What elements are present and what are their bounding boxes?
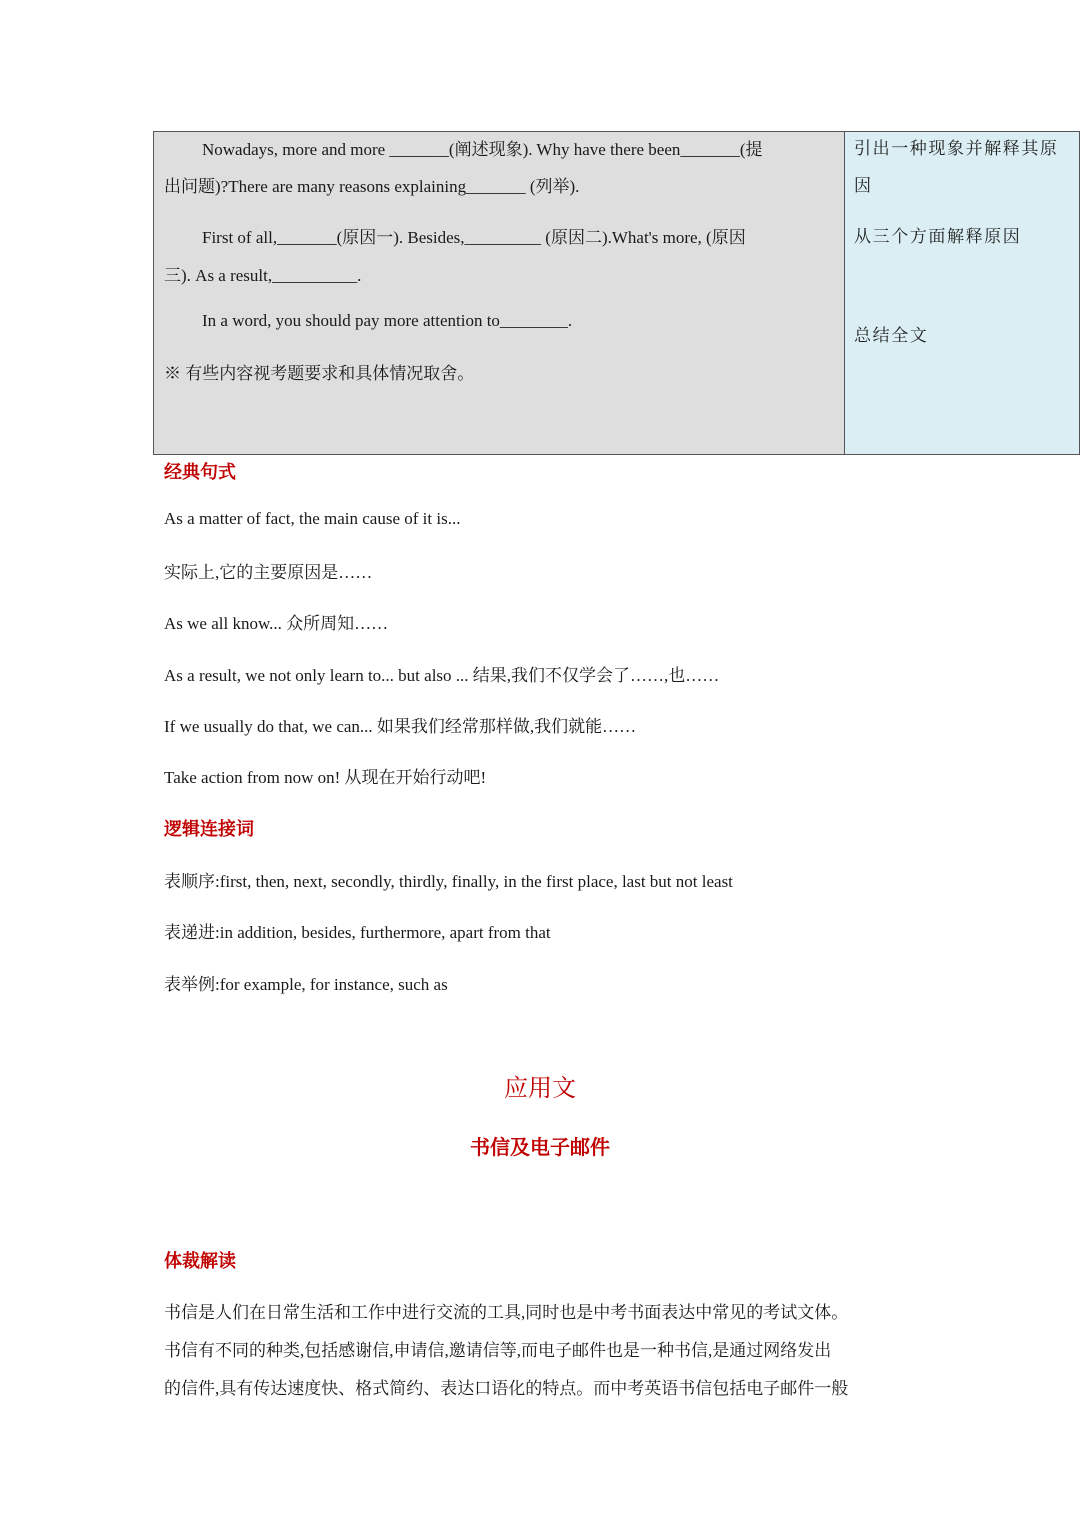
classic-sentence-line: 实际上,它的主要原因是…… <box>164 563 373 582</box>
classic-sentence-line: As a matter of fact, the main cause of it is... <box>164 509 461 528</box>
genre-paragraph-line: 的信件,具有传达速度快、格式简约、表达口语化的特点。而中考英语书信包括电子邮件一般 <box>164 1379 849 1398</box>
essay-template-table <box>153 131 1080 455</box>
genre-paragraph-line: 书信是人们在日常生活和工作中进行交流的工具,同时也是中考书面表达中常见的考试文体。 <box>164 1303 849 1322</box>
explain-line-intro-cont: 因 <box>854 176 873 196</box>
genre-paragraph-line: 书信有不同的种类,包括感谢信,申请信,邀请信等,而电子邮件也是一种书信,是通过网络发出 <box>164 1341 832 1360</box>
template-line-intro-cont: 出问题)?There are many reasons explaining_______ (列举). <box>164 177 580 196</box>
explain-line-conclusion: 总结全文 <box>854 326 929 346</box>
section-title: 应用文 <box>504 1074 576 1102</box>
template-line-conclusion: In a word, you should pay more attention to________. <box>202 311 573 330</box>
connective-line: 表举例:for example, for instance, such as <box>164 975 448 994</box>
classic-sentence-line: As we all know... 众所周知…… <box>164 614 389 633</box>
connective-line: 表顺序:first, then, next, secondly, thirdly, finally, in the first place, last but not least <box>164 872 733 891</box>
section-subtitle: 书信及电子邮件 <box>470 1135 610 1159</box>
classic-sentences-heading: 经典句式 <box>164 462 236 483</box>
explain-line-reasons: 从三个方面解释原因 <box>854 227 1022 247</box>
template-note: ※ 有些内容视考题要求和具体情况取舍。 <box>164 364 475 383</box>
classic-sentence-line: Take action from now on! 从现在开始行动吧! <box>164 768 487 787</box>
template-line-reasons-cont: 三). As a result,__________. <box>164 266 362 285</box>
classic-sentence-line: If we usually do that, we can... 如果我们经常那样做,我们就能…… <box>164 717 637 736</box>
template-line-reasons: First of all,_______(原因一). Besides,_________ (原因二).What's more, (原因 <box>202 228 746 247</box>
explain-line-intro: 引出一种现象并解释其原 <box>854 139 1059 159</box>
genre-heading: 体裁解读 <box>164 1251 236 1272</box>
template-text-cell <box>154 132 845 454</box>
template-explain-cell <box>845 132 1079 454</box>
connectives-heading: 逻辑连接词 <box>164 819 254 840</box>
classic-sentence-line: As a result, we not only learn to... but also ... 结果,我们不仅学会了……,也…… <box>164 666 720 685</box>
connective-line: 表递进:in addition, besides, furthermore, apart from that <box>164 923 551 942</box>
template-line-intro: Nowadays, more and more _______(阐述现象). Why have there been_______(提 <box>202 140 763 159</box>
